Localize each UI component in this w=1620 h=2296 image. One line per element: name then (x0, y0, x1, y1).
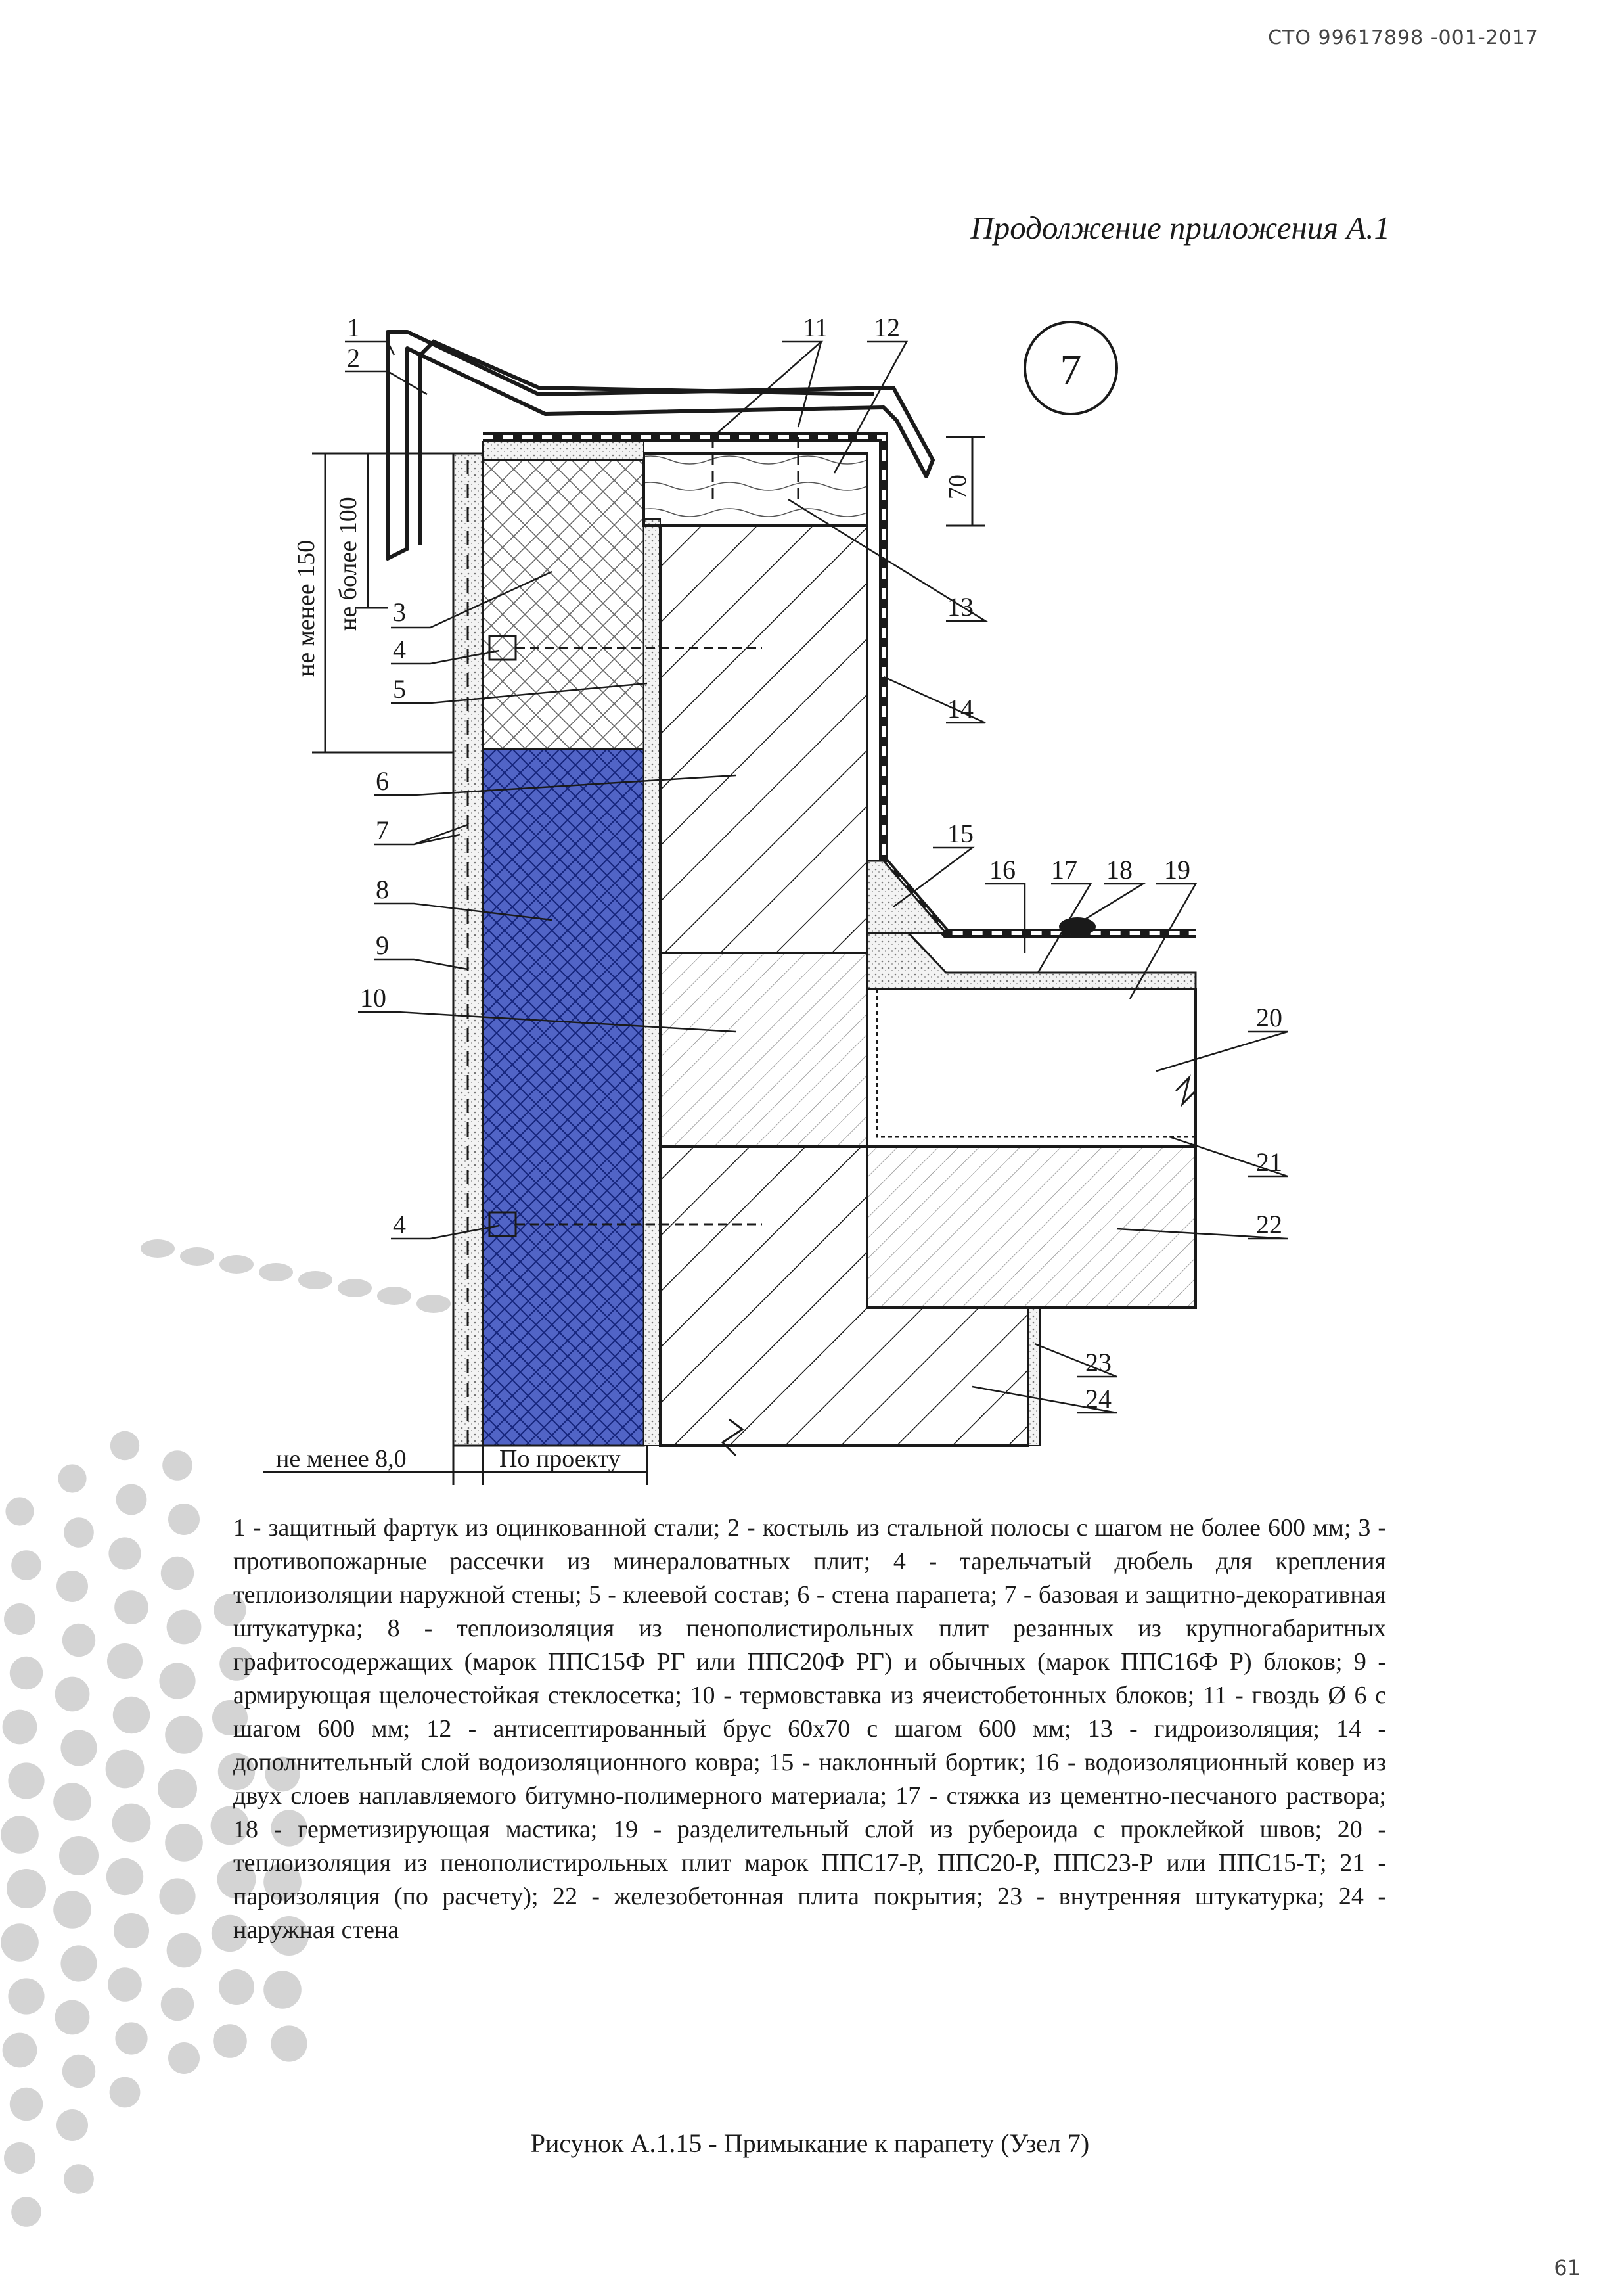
callout-20: 20 (1256, 1003, 1282, 1032)
document-code: СТО 99617898 -001-2017 (1268, 26, 1539, 49)
parapet-wall (660, 526, 867, 953)
internal-plaster (1028, 1308, 1040, 1446)
wood-beam (644, 453, 867, 526)
figure-caption: Рисунок А.1.15 - Примыкание к парапету (Узел 7) (530, 2128, 1090, 2158)
callout-18: 18 (1106, 855, 1133, 884)
continuation-title: Продолжение приложения А.1 (970, 210, 1390, 246)
dim-min8: не менее 8,0 (276, 1445, 407, 1473)
callout-4: 4 (393, 635, 406, 664)
callout-1: 1 (347, 313, 360, 342)
callout-11: 11 (803, 313, 828, 342)
callout-15: 15 (947, 819, 974, 848)
eps-insulation (483, 749, 644, 1446)
callout-8: 8 (376, 875, 389, 904)
callout-12: 12 (874, 313, 900, 342)
callout-9: 9 (376, 930, 389, 960)
node-number: 7 (1060, 346, 1082, 394)
mineral-wool-firebreak (483, 460, 644, 749)
callout-19: 19 (1164, 855, 1190, 884)
dim-max100: не более 100 (334, 497, 362, 631)
roof-slab (867, 1147, 1196, 1308)
page-number: 61 (1554, 2255, 1581, 2280)
callout-16: 16 (989, 855, 1016, 884)
callout-21: 21 (1256, 1147, 1282, 1177)
callout-6: 6 (376, 766, 389, 796)
callout-4-lower: 4 (393, 1210, 406, 1239)
thermal-insert (660, 953, 867, 1147)
callout-23: 23 (1085, 1348, 1112, 1377)
callout-14: 14 (947, 694, 974, 723)
callout-3: 3 (393, 597, 406, 627)
callout-7: 7 (376, 815, 389, 845)
dim-project: По проекту (499, 1445, 621, 1473)
callout-5: 5 (393, 674, 406, 704)
callout-13: 13 (947, 592, 974, 622)
callout-17: 17 (1051, 855, 1077, 884)
legend-text: 1 - защитный фартук из оцинкованной стали; 2 - костыль из стальной полосы с шагом не более 600 мм; 3 - противопожарные рассечки из минераловатных плит; 4 - тарельчатый дюбель для крепления теплоизоляции наружной стены; 5 - клеевой состав; 6 - стена парапета; 7 - базовая и защитно-декоративная штукатурка; 8 - теплоизоляция из пенополистирольных плит резанных из крупногабаритных графитосодержащих (марок ППС15Ф РГ или ППС20Ф РГ) и обычных (марок ППС16Ф Р) блоков; 9 - армирующая щелочестойкая стеклосетка; 10 - термовставка из ячеистобетонных блоков; 11 - гвоздь Ø 6 с шагом 600 мм; 12 - антисептированный брус 60х70 с шагом 600 мм; 13 - гидроизоляция; 14 - дополнительный слой водоизоляционного ковра; 15 - наклонный бортик; 16 - водоизоляционный ковер из двух слоев наплавляемого битумно-полимерного материала; 17 - стяжка из цементно-песчаного раствора; 18 - герметизирующая мастика; 19 - разделительный слой из рубероида с проклейкой швов; 20 - теплоизоляция из пенополистирольных плит марок ППС17-Р, ППС20-Р, ППС23-Р или ППС15-Т; 21 - пароизоляция (по расчету); 22 - железобетонная плита покрытия; 23 - внутренняя штукатурка; 24 - наружная стена (233, 1514, 1386, 1944)
glue-layer (644, 519, 660, 1446)
top-strip (483, 442, 644, 460)
roof-insulation (867, 989, 1196, 1147)
dim-min150: не менее 150 (292, 540, 320, 677)
dim-70: 70 (944, 474, 972, 499)
callout-2: 2 (347, 343, 360, 373)
callout-22: 22 (1256, 1210, 1282, 1239)
callout-10: 10 (360, 983, 386, 1013)
callout-24: 24 (1085, 1384, 1112, 1413)
